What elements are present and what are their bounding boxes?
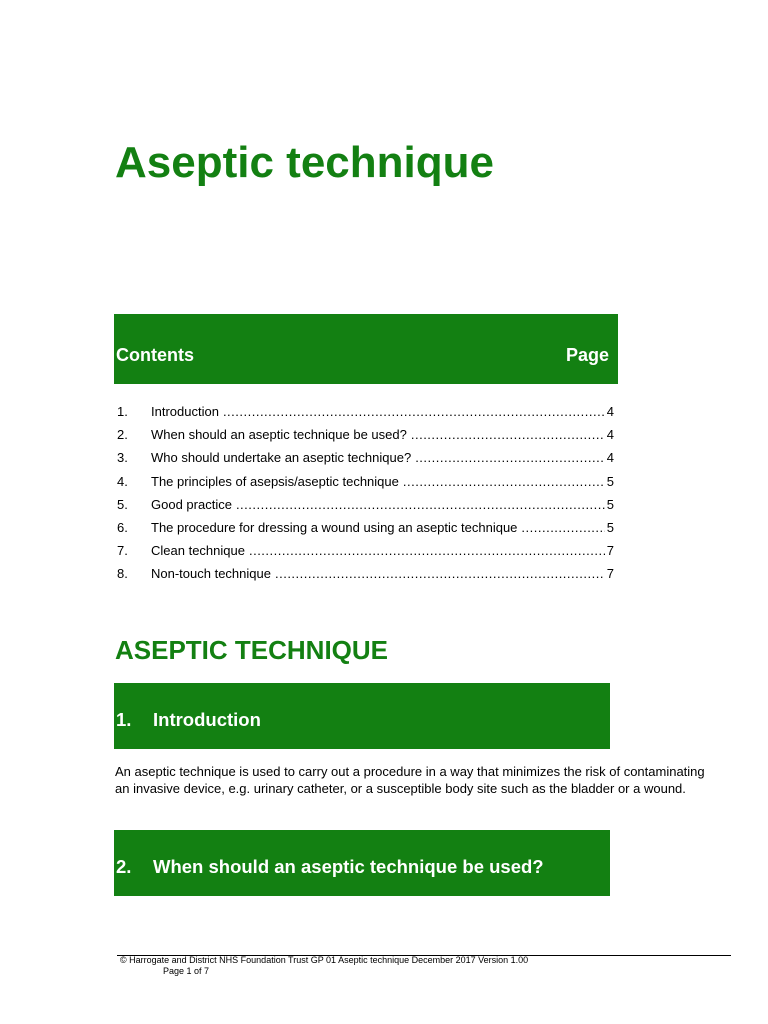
- toc-entry[interactable]: [117, 472, 614, 495]
- toc-entry-page: 5: [606, 473, 614, 489]
- toc-leader-dots: [411, 425, 605, 445]
- toc-entry-page: 5: [606, 496, 614, 512]
- contents-label: Contents: [116, 345, 194, 365]
- toc-entry-page: 4: [606, 404, 614, 419]
- toc-leader-dots: [275, 564, 605, 584]
- toc-entry-title: Good practice: [151, 496, 232, 512]
- toc-leader-dots: [403, 472, 605, 492]
- toc-entry-number: 7.: [117, 543, 128, 559]
- toc-entry[interactable]: [117, 425, 614, 448]
- toc-entry-title: Non-touch technique: [151, 566, 271, 582]
- toc-entry-title: The procedure for dressing a wound using an aseptic technique: [151, 519, 518, 535]
- toc-entry-title: The principles of asepsis/aseptic technique: [151, 473, 399, 489]
- toc-entry-page: 4: [606, 427, 614, 443]
- toc-entry[interactable]: [117, 402, 614, 425]
- toc-entry-page: 4: [606, 450, 614, 466]
- toc-entry-number: 1.: [117, 404, 128, 419]
- toc-leader-dots: [521, 518, 604, 538]
- toc-entry-number: 2.: [117, 427, 128, 443]
- toc-entry-number: 5.: [117, 496, 128, 512]
- toc-entry-title: When should an aseptic technique be used?: [151, 427, 407, 443]
- main-heading: ASEPTIC TECHNIQUE: [115, 635, 389, 665]
- toc-entry-number: 6.: [117, 519, 128, 535]
- section-header-when-to-use: [114, 830, 610, 896]
- section-title: Introduction: [153, 709, 261, 730]
- toc-entry-page: 7: [606, 543, 614, 559]
- toc-leader-dots: [236, 495, 605, 515]
- page-footer: [120, 955, 528, 977]
- toc-entry[interactable]: [117, 448, 614, 471]
- toc-entry[interactable]: [117, 518, 614, 541]
- section-header-introduction: [114, 683, 610, 749]
- toc-leader-dots: [223, 402, 605, 422]
- toc-entry-page: 5: [606, 519, 614, 535]
- toc-entry[interactable]: [117, 495, 614, 518]
- toc-entry-number: 4.: [117, 473, 128, 489]
- introduction-paragraph: An aseptic technique is used to carry out a procedure in a way that minimizes the risk of contaminating an invasive device, e.g. urinary catheter, or a susceptible body site such as the bladder or a wound.: [115, 764, 705, 796]
- toc-entry-number: 3.: [117, 450, 128, 466]
- document-title: Aseptic technique: [115, 138, 494, 187]
- footer-page-number: Page 1 of 7: [163, 966, 210, 976]
- toc-entry-page: 7: [606, 566, 614, 582]
- section-number: 2.: [116, 856, 132, 877]
- toc-entry[interactable]: [117, 564, 614, 587]
- toc-entry-title: Introduction: [151, 404, 219, 419]
- section-number: 1.: [116, 709, 132, 730]
- toc-entry[interactable]: [117, 541, 614, 564]
- toc-leader-dots: [415, 448, 605, 468]
- toc-entry-title: Who should undertake an aseptic technique?: [151, 450, 412, 466]
- toc-leader-dots: [249, 541, 605, 561]
- contents-page-label: Page: [565, 345, 609, 365]
- toc-entry-number: 8.: [117, 566, 128, 582]
- contents-header-bar: [114, 314, 618, 384]
- section-title: When should an aseptic technique be used?: [153, 856, 544, 877]
- table-of-contents: [117, 402, 614, 588]
- toc-entry-title: Clean technique: [151, 543, 245, 559]
- footer-copyright: © Harrogate and District NHS Foundation Trust GP 01 Aseptic technique December 2017 Version 1.00: [120, 955, 529, 965]
